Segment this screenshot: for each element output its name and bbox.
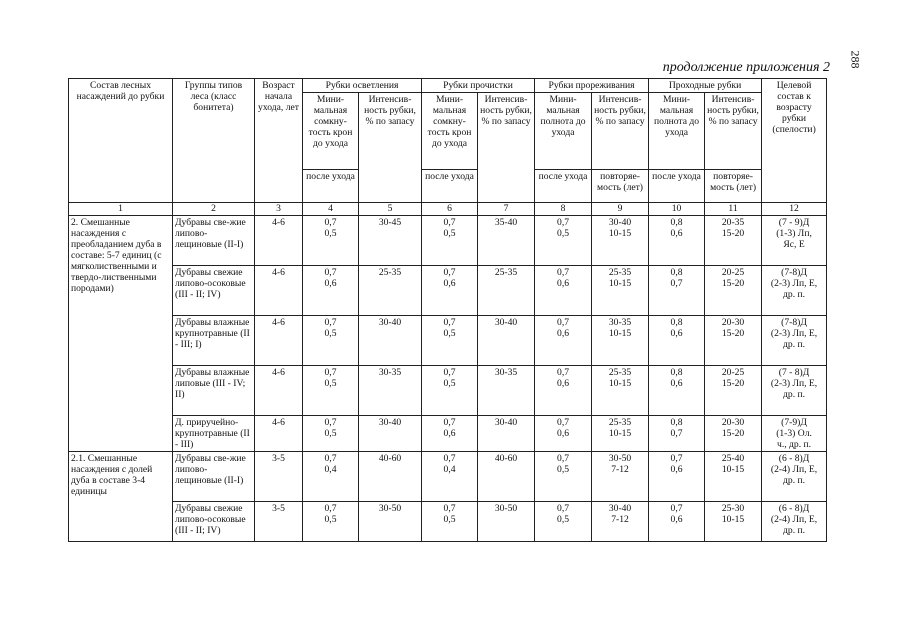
table-row <box>69 216 827 266</box>
cell-forest-type-text: Дубравы влажные крупнотравные (II - III; I) <box>175 317 250 350</box>
cell-c4 <box>303 416 359 452</box>
cell-c12-text: (6 - 8)Д (2-4) Лп, Е, др. п. <box>770 453 818 486</box>
cell-c9-text: 30-40 10-15 <box>608 217 632 239</box>
header-age: Возраст начала ухода, лет <box>255 79 303 203</box>
cell-c10 <box>649 416 705 452</box>
cell-c10-text: 0,8 0,7 <box>670 417 683 439</box>
cell-c11-text: 20-35 15-20 <box>721 217 745 239</box>
cell-c10-text: 0,8 0,6 <box>670 367 683 389</box>
cell-c5 <box>359 452 422 502</box>
cell-age <box>255 216 303 266</box>
header-group-prochist: Рубки прочистки <box>422 79 535 93</box>
cell-c8-text: 0,7 0,5 <box>557 217 570 239</box>
cell-c7 <box>478 266 535 316</box>
cell-c9 <box>592 216 649 266</box>
cell-composition-text: 2.1. Смешанные насаждения с долей дуба в составе 3-4 единицы <box>71 453 153 497</box>
cell-c4-text: 0,7 0,5 <box>324 503 337 525</box>
cell-c8 <box>535 216 592 266</box>
header-osv-min: Мини-мальная сомкну-тость крон до ухода <box>303 93 359 170</box>
cell-forest-type <box>173 452 255 502</box>
col-number: 1 <box>69 203 173 216</box>
cell-forest-type <box>173 366 255 416</box>
cell-c6 <box>422 316 478 366</box>
header-pro-min: Мини-мальная сомкну-тость крон до ухода <box>422 93 478 170</box>
cell-c5 <box>359 416 422 452</box>
cell-c8 <box>535 416 592 452</box>
cell-c9-text: 25-35 10-15 <box>608 267 632 289</box>
header-prz-min: Мини-мальная полнота до ухода <box>535 93 592 170</box>
cell-c6-text: 0,7 0,5 <box>443 503 456 525</box>
cell-c11 <box>705 502 762 542</box>
cell-c5-text: 30-50 <box>378 503 402 514</box>
cell-c9 <box>592 366 649 416</box>
table-body <box>69 216 827 542</box>
cell-c4 <box>303 216 359 266</box>
cell-c7-text: 35-40 <box>494 217 518 228</box>
cell-c5-text: 30-45 <box>378 217 402 228</box>
header-osv-int: Интенсив-ность рубки, % по запасу <box>359 93 422 203</box>
col-number: 12 <box>762 203 827 216</box>
cell-c4 <box>303 366 359 416</box>
cell-c11 <box>705 216 762 266</box>
cell-c12 <box>762 366 827 416</box>
cell-age-text: 3-5 <box>272 453 285 464</box>
cell-age <box>255 416 303 452</box>
header-prh-min: Мини-мальная полнота до ухода <box>649 93 705 170</box>
cell-c9-text: 30-50 7-12 <box>608 453 632 475</box>
cell-c11-text: 20-30 15-20 <box>721 417 745 439</box>
cell-c8-text: 0,7 0,6 <box>557 317 570 339</box>
cell-c10 <box>649 266 705 316</box>
cell-age <box>255 502 303 542</box>
table-row <box>69 266 827 316</box>
cell-c5-text: 30-40 <box>378 417 402 428</box>
table-row <box>69 502 827 542</box>
cell-age-text: 4-6 <box>272 317 285 328</box>
cell-c8 <box>535 366 592 416</box>
cell-forest-type-text: Дубравы свежие липово-осоковые (III - II; IV) <box>175 267 246 300</box>
cell-c12 <box>762 266 827 316</box>
cell-c12 <box>762 316 827 366</box>
cell-c6 <box>422 416 478 452</box>
cell-c7 <box>478 416 535 452</box>
cell-age-text: 4-6 <box>272 267 285 278</box>
cell-c12 <box>762 416 827 452</box>
cell-forest-type <box>173 316 255 366</box>
cell-c11 <box>705 366 762 416</box>
cell-c5-text: 30-40 <box>378 317 402 328</box>
cell-c8-text: 0,7 0,5 <box>557 453 570 475</box>
cell-c4-text: 0,7 0,6 <box>324 267 337 289</box>
cell-c11-text: 20-25 15-20 <box>721 267 745 289</box>
cell-c6-text: 0,7 0,4 <box>443 453 456 475</box>
cell-c11-text: 20-30 15-20 <box>721 317 745 339</box>
cell-c10 <box>649 502 705 542</box>
cell-c10 <box>649 316 705 366</box>
header-prh-int: Интенсив-ность рубки, % по запасу <box>705 93 762 170</box>
header-composition: Состав лесных насаждений до рубки <box>69 79 173 203</box>
cell-c12-text: (7-9)Д (1-3) Ол. ч., др. п. <box>776 417 812 450</box>
cell-c7-text: 30-35 <box>494 367 518 378</box>
col-number: 10 <box>649 203 705 216</box>
cell-c5 <box>359 366 422 416</box>
cell-c10 <box>649 366 705 416</box>
cell-c11 <box>705 316 762 366</box>
col-number: 3 <box>255 203 303 216</box>
cell-forest-type <box>173 416 255 452</box>
cell-c11 <box>705 452 762 502</box>
cell-c10-text: 0,8 0,7 <box>670 267 683 289</box>
cell-c7-text: 40-60 <box>494 453 518 464</box>
cell-c12-text: (7 - 9)Д (1-3) Лп, Яс, Е <box>776 217 812 250</box>
cell-c10 <box>649 452 705 502</box>
header-prz-after: после ухода <box>535 170 592 203</box>
header-pro-int: Интенсив-ность рубки, % по запасу <box>478 93 535 203</box>
cell-forest-type-text: Дубравы влажные липовые (III - IV; II) <box>175 367 250 400</box>
cell-age <box>255 266 303 316</box>
cell-c7 <box>478 502 535 542</box>
col-number: 6 <box>422 203 478 216</box>
cell-c9-text: 30-40 7-12 <box>608 503 632 525</box>
cell-c5-text: 40-60 <box>378 453 402 464</box>
col-number: 5 <box>359 203 422 216</box>
cell-age-text: 4-6 <box>272 417 285 428</box>
cell-c8 <box>535 502 592 542</box>
cell-c6 <box>422 216 478 266</box>
cell-c7-text: 30-40 <box>494 417 518 428</box>
cell-c10-text: 0,8 0,6 <box>670 317 683 339</box>
col-number: 7 <box>478 203 535 216</box>
cell-c10-text: 0,7 0,6 <box>670 503 683 525</box>
cell-age <box>255 316 303 366</box>
cell-forest-type <box>173 502 255 542</box>
column-number-row <box>69 203 827 216</box>
cell-forest-type-text: Д. приручейно-крупнотравные (II - III) <box>175 417 250 450</box>
cell-c4 <box>303 266 359 316</box>
header-prz-repeat: повторяе-мость (лет) <box>592 170 649 203</box>
cell-c4-text: 0,7 0,5 <box>324 367 337 389</box>
cell-c6-text: 0,7 0,6 <box>443 267 456 289</box>
cell-composition <box>69 452 173 542</box>
cell-c11 <box>705 416 762 452</box>
header-group-prorezh: Рубки прореживания <box>535 79 649 93</box>
col-number: 8 <box>535 203 592 216</box>
cell-c5 <box>359 502 422 542</box>
cell-c8 <box>535 452 592 502</box>
cell-c5 <box>359 266 422 316</box>
table-row <box>69 416 827 452</box>
cell-c6 <box>422 502 478 542</box>
cell-forest-type-text: Дубравы свежие липово-осоковые (III - II; IV) <box>175 503 246 536</box>
cell-c7 <box>478 216 535 266</box>
cell-c12-text: (7 - 8)Д (2-3) Лп, Е, др. п. <box>770 367 818 400</box>
header-group-osvetl: Рубки осветления <box>303 79 422 93</box>
cell-composition-text: 2. Смешанные насаждения с преобладанием дуба в составе: 5-7 единиц (с мягколиственными и твердо-лиственными породами) <box>71 217 162 294</box>
continuation-title: продолжение приложения 2 <box>662 60 830 75</box>
cell-c9 <box>592 316 649 366</box>
header-pro-after: после ухода <box>422 170 478 203</box>
cell-c4-text: 0,7 0,5 <box>324 317 337 339</box>
cell-age-text: 3-5 <box>272 503 285 514</box>
cell-c9 <box>592 452 649 502</box>
table-row <box>69 366 827 416</box>
cell-c7-text: 30-50 <box>494 503 518 514</box>
cell-c9 <box>592 266 649 316</box>
col-number: 4 <box>303 203 359 216</box>
header-row-groups <box>69 79 827 93</box>
header-prh-after: после ухода <box>649 170 705 203</box>
cell-c12-text: (6 - 8)Д (2-4) Лп, Е, др. п. <box>770 503 818 536</box>
cell-c4 <box>303 452 359 502</box>
table-row <box>69 452 827 502</box>
cell-age <box>255 452 303 502</box>
header-osv-after: после ухода <box>303 170 359 203</box>
col-number: 2 <box>173 203 255 216</box>
cell-forest-type-text: Дубравы све-жие липово-лещиновые (II-I) <box>175 217 246 250</box>
header-target-composition: Целевой состав к возрасту рубки (спелости) <box>762 79 827 203</box>
cell-c11-text: 25-40 10-15 <box>721 453 745 475</box>
header-forest-type: Группы типов леса (класс бонитета) <box>173 79 255 203</box>
header-group-prohod: Проходные рубки <box>649 79 762 93</box>
cell-c7-text: 25-35 <box>494 267 518 278</box>
cell-c11-text: 25-30 10-15 <box>721 503 745 525</box>
cell-c6-text: 0,7 0,5 <box>443 217 456 239</box>
cell-c8-text: 0,7 0,5 <box>557 503 570 525</box>
cell-c12 <box>762 452 827 502</box>
cell-c9 <box>592 416 649 452</box>
header-prh-repeat: повторяе-мость (лет) <box>705 170 762 203</box>
cell-c11 <box>705 266 762 316</box>
cell-c9-text: 25-35 10-15 <box>608 417 632 439</box>
header-prz-int: Интенсив-ность рубки, % по запасу <box>592 93 649 170</box>
cell-age-text: 4-6 <box>272 367 285 378</box>
cell-c5-text: 30-35 <box>378 367 402 378</box>
cell-c4-text: 0,7 0,5 <box>324 417 337 439</box>
cell-c7 <box>478 366 535 416</box>
cell-composition <box>69 216 173 452</box>
cell-c6 <box>422 452 478 502</box>
cell-c8-text: 0,7 0,6 <box>557 267 570 289</box>
cell-forest-type <box>173 266 255 316</box>
cell-c6 <box>422 366 478 416</box>
cell-c11-text: 20-25 15-20 <box>721 367 745 389</box>
cell-c6 <box>422 266 478 316</box>
cell-c6-text: 0,7 0,5 <box>443 367 456 389</box>
cell-c7 <box>478 452 535 502</box>
cell-age-text: 4-6 <box>272 217 285 228</box>
cell-c7-text: 30-40 <box>494 317 518 328</box>
cell-c8-text: 0,7 0,6 <box>557 367 570 389</box>
col-number: 11 <box>705 203 762 216</box>
cell-forest-type <box>173 216 255 266</box>
cell-c8 <box>535 316 592 366</box>
cell-c12-text: (7-8)Д (2-3) Лп, Е, др. п. <box>770 317 818 350</box>
cell-c10 <box>649 216 705 266</box>
cell-c5 <box>359 216 422 266</box>
cell-c10-text: 0,7 0,6 <box>670 453 683 475</box>
cell-c4-text: 0,7 0,4 <box>324 453 337 475</box>
cell-c12 <box>762 502 827 542</box>
cell-c10-text: 0,8 0,6 <box>670 217 683 239</box>
cell-c6-text: 0,7 0,6 <box>443 417 456 439</box>
cell-c9-text: 25-35 10-15 <box>608 367 632 389</box>
cell-c12 <box>762 216 827 266</box>
cell-c4 <box>303 316 359 366</box>
cell-c6-text: 0,7 0,5 <box>443 317 456 339</box>
cell-c5-text: 25-35 <box>378 267 402 278</box>
cell-c8-text: 0,7 0,6 <box>557 417 570 439</box>
cell-c5 <box>359 316 422 366</box>
cell-forest-type-text: Дубравы све-жие липово-лещиновые (II-I) <box>175 453 246 486</box>
forest-care-table <box>68 78 827 542</box>
cell-c4-text: 0,7 0,5 <box>324 217 337 239</box>
cell-c8 <box>535 266 592 316</box>
table-row <box>69 316 827 366</box>
col-number: 9 <box>592 203 649 216</box>
cell-age <box>255 366 303 416</box>
cell-c9-text: 30-35 10-15 <box>608 317 632 339</box>
cell-c7 <box>478 316 535 366</box>
cell-c4 <box>303 502 359 542</box>
cell-c9 <box>592 502 649 542</box>
page-number: 288 <box>848 50 863 69</box>
cell-c12-text: (7-8)Д (2-3) Лп, Е, др. п. <box>770 267 818 300</box>
